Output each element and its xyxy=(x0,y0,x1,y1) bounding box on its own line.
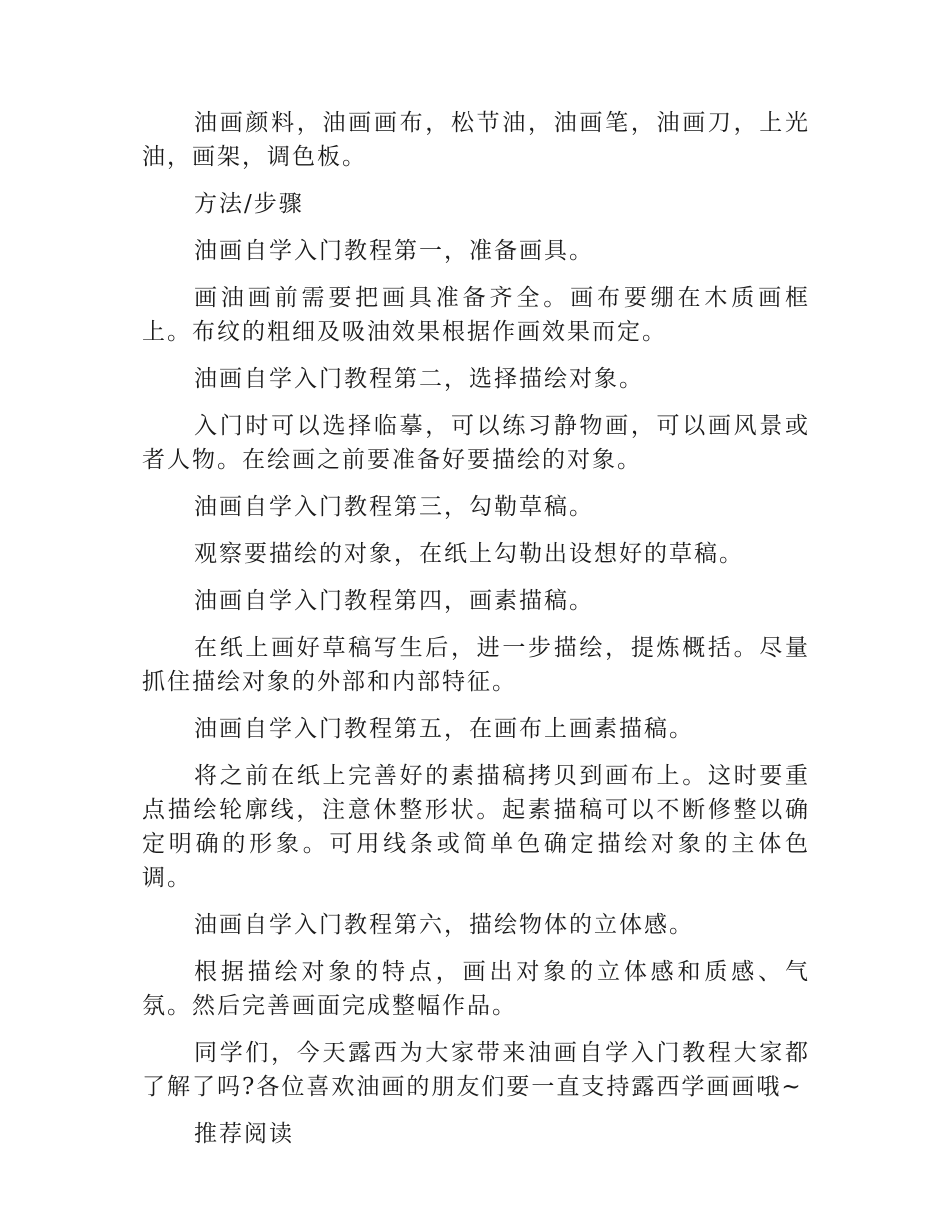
paragraph-step5-title: 油画自学入门教程第五，在画布上画素描稿。 xyxy=(194,716,694,742)
paragraph-step2-body: 入门时可以选择临摹，可以练习静物画，可以画风景或者人物。在绘画之前要准备好要描绘的对象。 xyxy=(142,413,810,473)
paragraph-step4-body: 在纸上画好草稿写生后，进一步描绘，提炼概括。尽量抓住描绘对象的外部和内部特征。 xyxy=(142,635,810,695)
paragraph-step1-body: 画油画前需要把画具准备齐全。画布要绷在木质画框上。布纹的粗细及吸油效果根据作画效果而定。 xyxy=(142,285,810,345)
paragraph-step3-body: 观察要描绘的对象，在纸上勾勒出设想好的草稿。 xyxy=(194,541,744,567)
paragraph-heading-steps: 方法/步骤 xyxy=(194,191,304,217)
paragraph-step6-title: 油画自学入门教程第六，描绘物体的立体感。 xyxy=(194,912,694,938)
paragraph-step3-title: 油画自学入门教程第三，勾勒草稿。 xyxy=(194,494,594,520)
paragraph-recommended-reading: 推荐阅读 xyxy=(194,1121,294,1147)
paragraph-conclusion: 同学们，今天露西为大家带来油画自学入门教程大家都了解了吗?各位喜欢油画的朋友们要一直支持露西学画画哦~ xyxy=(142,1040,810,1100)
document-body xyxy=(142,106,810,1164)
paragraph-step6-body: 根据描绘对象的特点，画出对象的立体感和质感、气氛。然后完善画面完成整幅作品。 xyxy=(142,959,810,1019)
paragraph-step2-title: 油画自学入门教程第二，选择描绘对象。 xyxy=(194,366,644,392)
paragraph-step5-body: 将之前在纸上完善好的素描稿拷贝到画布上。这时要重点描绘轮廓线，注意休整形状。起素描稿可以不断修整以确定明确的形象。可用线条或简单色确定描绘对象的主体色调。 xyxy=(142,763,810,891)
paragraph-materials: 油画颜料，油画画布，松节油，油画笔，油画刀，上光油，画架，调色板。 xyxy=(142,110,810,170)
paragraph-step1-title: 油画自学入门教程第一，准备画具。 xyxy=(194,238,594,264)
paragraph-step4-title: 油画自学入门教程第四，画素描稿。 xyxy=(194,588,594,614)
